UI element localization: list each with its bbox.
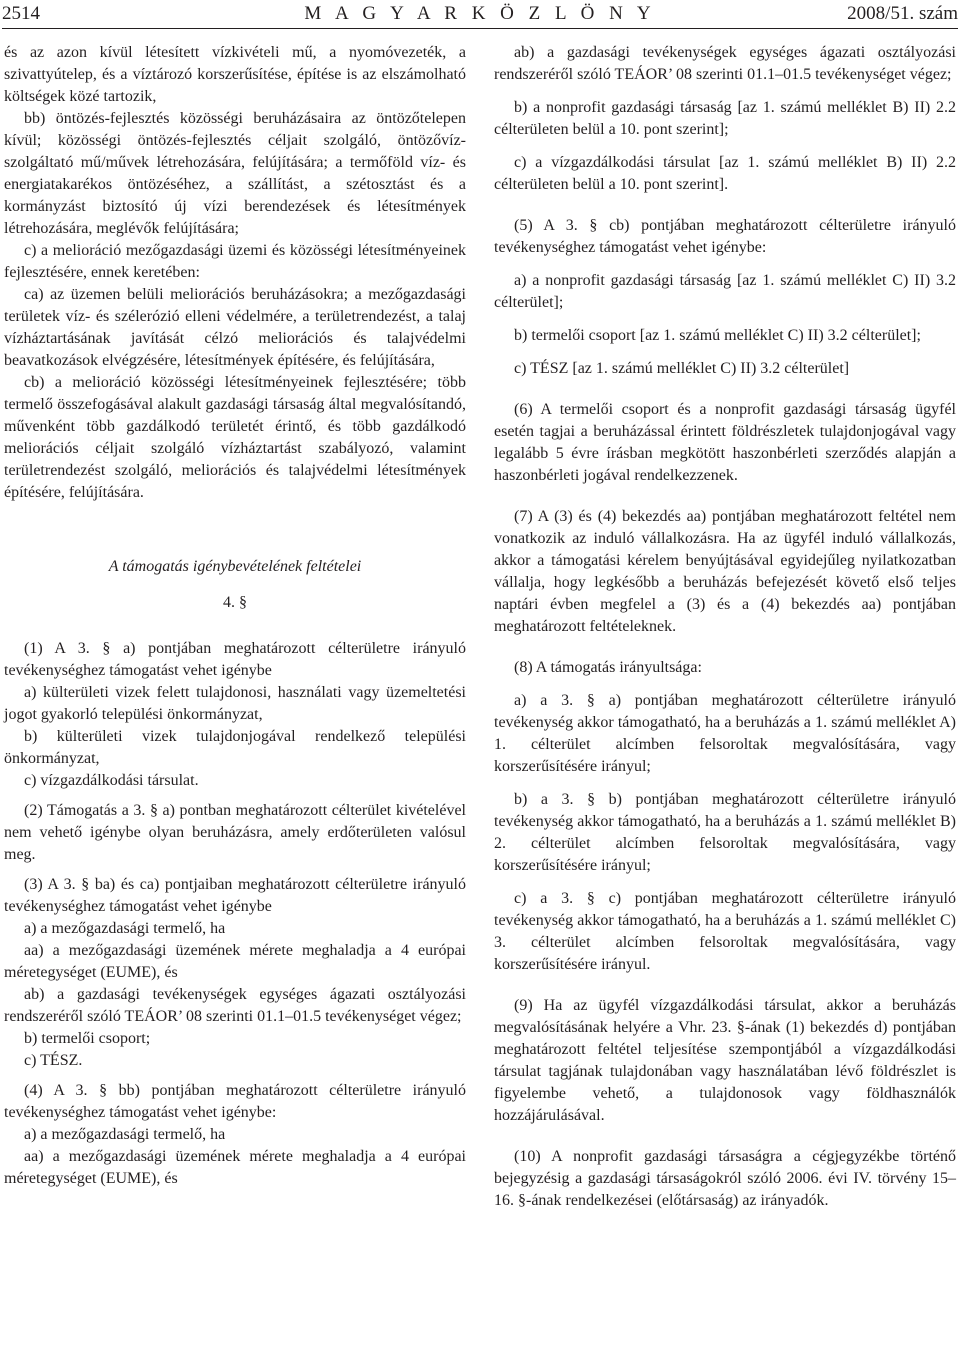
journal-title: M A G Y A R K Ö Z L Ö N Y [304,3,656,24]
paragraph: bb) öntözés-fejlesztés közösségi beruházásaira az öntözőtelepen kívül; közösségi öntözés-fejlesztés céljait szolgáló, öntözővíz-szolgáltató mű/művek létrehozására, felújítására; a termőföld víz- és energiatakarékos öntözéséhez, a szállítást, a szétosztást és a kormányzást biztosító új vízi berendezések és létesítmények létrehozására, meglévők felújítására; [4,110,466,237]
paragraph: (1) A 3. § a) pontjában meghatározott célterületre irányuló tevékenységhez támogatást vehet igénybe [4,640,466,679]
paragraph: ab) a gazdasági tevékenységek egységes ágazati osztályozási rendszeréről szóló TEÁOR’ 08 szerinti 01.1–01.5 tevékenységet végez; [4,986,466,1025]
paragraph: a) a mezőgazdasági termelő, ha [24,1126,226,1143]
paragraph: a) a mezőgazdasági termelő, ha [24,920,226,937]
paragraph: c) a 3. § c) pontjában meghatározott célterületre irányuló tevékenység akkor támogatható, ha a beruházás a 1. számú melléklet C) 3. célterület alcímben felsoroltak megvalósítására, vagy korszerűsítésére irányul. [494,890,956,973]
paragraph: aa) a mezőgazdasági üzemének mérete meghaladja a 4 európai méretegységet (EUME), és [4,942,466,981]
paragraph: (4) A 3. § bb) pontjában meghatározott célterületre irányuló tevékenységhez támogatást vehet igénybe: [4,1082,466,1121]
issue-number: 2008/51. szám [847,3,958,24]
section-number: 4. § [223,594,247,611]
paragraph: cb) a melioráció közösségi létesítményeinek fejlesztésére; több termelő összefogásával alakult gazdasági társaság által megvalósítandó, művenként több gazdálkodó területét érintő, és több gazdálkodó meliorációs céljait szolgáló vízháztartást szabályozó, valamint területrendezést szolgáló, meliorációs és talajvédelmi létesítmények építésére, felújítására. [4,374,466,501]
paragraph: b) termelői csoport [az 1. számú melléklet C) II) 3.2 célterület]; [514,327,921,344]
paragraph: (6) A termelői csoport és a nonprofit gazdasági társaság ügyfél esetén tagjai a beruházással érintett földrészletek tulajdonjogával vagy legalább 5 évre írásban megkötött haszonbérleti szerződés alapján a haszonbérleti jogával rendelkezzenek. [494,401,956,484]
paragraph: (8) A támogatás irányultsága: [514,659,702,676]
paragraph: a) a 3. § a) pontjában meghatározott célterületre irányuló tevékenység akkor támogatható, ha a beruházás a 1. számú melléklet A) 1. célterület alcímben felsoroltak megvalósítására, vagy korszerűsítésére irányul; [494,692,956,775]
paragraph: b) termelői csoport; [24,1030,151,1047]
paragraph: (5) A 3. § cb) pontjában meghatározott célterületre irányuló tevékenységhez támogatást vehet igénybe: [494,217,956,256]
header-rule [2,28,958,29]
paragraph: és az azon kívül létesített vízkivételi mű, a nyomóvezeték, a szivattyútelep, és a víztározó korszerűsítése, építése is az elszámolható költségek közé tartozik, [4,44,466,105]
paragraph: b) a nonprofit gazdasági társaság [az 1. számú melléklet B) II) 2.2 célterületen belül a 10. pont szerint]; [494,99,956,138]
paragraph: b) a 3. § b) pontjában meghatározott célterületre irányuló tevékenység akkor támogatható, ha a beruházás a 1. számú melléklet B) 2. célterület alcímben felsoroltak megvalósítására, vagy korszerűsítésére irányul; [494,791,956,874]
paragraph: (2) Támogatás a 3. § a) pontban meghatározott célterület kivételével nem vehető igénybe olyan beruházásra, amely erdőterületen valósul meg. [4,802,466,863]
right-column [494,42,956,1212]
paragraph: (7) A (3) és (4) bekezdés aa) pontjában meghatározott feltétel nem vonatkozik az induló vállalkozásra. Ha az ügyfél induló vállalkozás, akkor a támogatási kérelem benyújtásával egyidejűleg nyilatkozatban vállalja, hogy legkésőbb a beruházás befejezését követő első teljes naptári évben megfelel a (3) és a (4) bekezdés aa) pontjában meghatározott feltételeknek. [494,508,956,635]
paragraph: c) a melioráció mezőgazdasági üzemi és közösségi létesítményeinek fejlesztésére, ennek keretében: [4,242,466,281]
paragraph: (10) A nonprofit gazdasági társaságra a cégjegyzékbe történő bejegyzésig a gazdasági társaságokról szóló 2006. évi IV. törvény 15–16. §-ának rendelkezései (előtársaság) az irányadók. [494,1148,956,1209]
paragraph: c) a vízgazdálkodási társulat [az 1. számú melléklet B) II) 2.2 célterületen belül a 10. pont szerint]. [494,154,956,193]
paragraph: c) vízgazdálkodási társulat. [24,772,199,789]
paragraph: a) a nonprofit gazdasági társaság [az 1. számú melléklet C) II) 3.2 célterület]; [494,272,956,311]
paragraph: (3) A 3. § ba) és ca) pontjaiban meghatározott célterületre irányuló tevékenységhez támogatást vehet igénybe [4,876,466,915]
paragraph: b) külterületi vizek tulajdonjogával rendelkező települési önkormányzat, [4,728,466,767]
section-heading: A támogatás igénybevételének feltételei [108,558,362,575]
paragraph: c) TÉSZ [az 1. számú melléklet C) II) 3.2 célterület] [514,360,850,377]
paragraph: ab) a gazdasági tevékenységek egységes ágazati osztályozási rendszeréről szóló TEÁOR’ 08 szerinti 01.1–01.5 tevékenységet végez; [494,44,956,83]
page-number: 2514 [2,3,40,24]
page-header [2,2,958,26]
left-column [4,42,466,1190]
paragraph: a) külterületi vizek felett tulajdonosi, használati vagy üzemeltetési jogot gyakorló települési önkormányzat, [4,684,466,723]
paragraph: aa) a mezőgazdasági üzemének mérete meghaladja a 4 európai méretegységet (EUME), és [4,1148,466,1187]
paragraph: (9) Ha az ügyfél vízgazdálkodási társulat, akkor a beruházás megvalósításának helyére a Vhr. 23. §-ának (1) bekezdés d) pontjában meghatározott feltétel teljesítése szempontjából a vízgazdálkodási társulat tagjának tulajdonában vagy használatában lévő földrészlet is figyelembe vehető, a tulajdonosok vagy földhasználók hozzájárulásával. [494,997,956,1124]
paragraph: ca) az üzemen belüli meliorációs beruházásokra; a mezőgazdasági területek víz- és szélerózió elleni védelmére, a területrendezést, a talaj vízháztartásának javítását célzó meliorációs és talajvédelmi beavatkozások elvégzésére, létesítmények építésére, és felújítására, [4,286,466,369]
paragraph: c) TÉSZ. [24,1052,83,1069]
